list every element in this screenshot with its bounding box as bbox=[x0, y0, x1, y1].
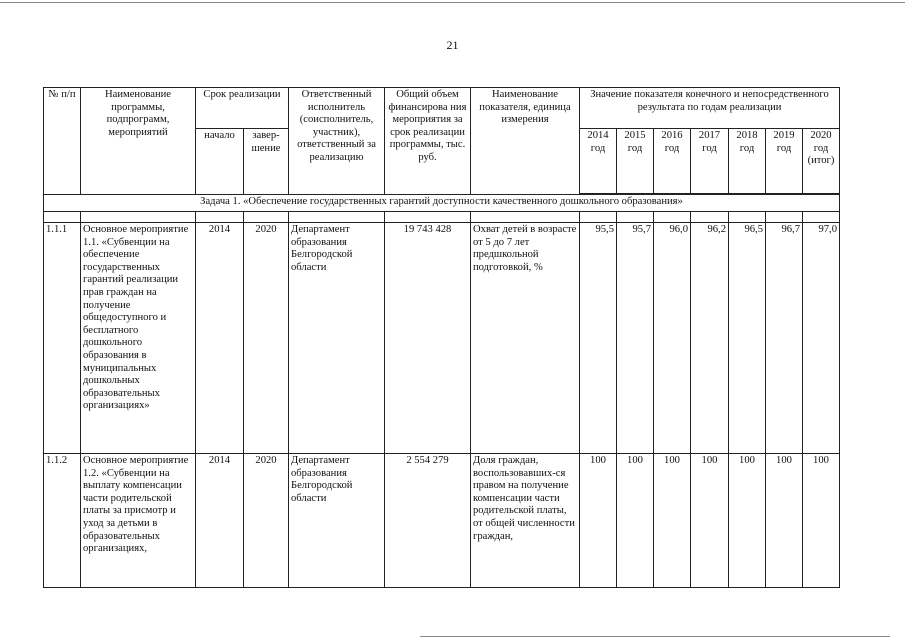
header-start: начало bbox=[196, 129, 244, 195]
row-value-2015: 100 bbox=[617, 454, 654, 588]
row-responsible: Департамент образования Белгородской области bbox=[289, 223, 385, 454]
header-financing: Общий объем финансирова ния мероприятия за срок реализации программы, тыс. руб. bbox=[385, 88, 471, 195]
row-indicator: Доля граждан, воспользовавших-ся правом на получение компенсации части родительской платы, от общей численности граждан, bbox=[471, 454, 580, 588]
spacer-row bbox=[44, 212, 840, 223]
row-num: 1.1.1 bbox=[44, 223, 81, 454]
header-year-2015: 2015 год bbox=[617, 129, 654, 194]
header-year-2018: 2018 год bbox=[729, 129, 766, 194]
row-value-2019: 100 bbox=[766, 454, 803, 588]
row-value-2017: 96,2 bbox=[691, 223, 729, 454]
row-value-2014: 100 bbox=[580, 454, 617, 588]
row-end: 2020 bbox=[244, 223, 289, 454]
spacer-cell bbox=[691, 212, 729, 223]
row-num: 1.1.2 bbox=[44, 454, 81, 588]
scan-artifact-bottom bbox=[420, 636, 890, 637]
table-row bbox=[44, 454, 840, 588]
spacer-cell bbox=[244, 212, 289, 223]
spacer-cell bbox=[385, 212, 471, 223]
page-number: 21 bbox=[446, 38, 459, 52]
scan-artifact-top bbox=[0, 2, 905, 3]
header-year-2016: 2016 год bbox=[654, 129, 691, 194]
row-value-2016: 100 bbox=[654, 454, 691, 588]
header-values: Значение показателя конечного и непосредственного результата по годам реализации bbox=[580, 88, 840, 129]
row-value-2020: 97,0 bbox=[803, 223, 840, 454]
spacer-cell bbox=[196, 212, 244, 223]
row-responsible: Департамент образования Белгородской области bbox=[289, 454, 385, 588]
header-year-2020: 2020 год (итог) bbox=[803, 129, 840, 194]
header-end: завер-шение bbox=[244, 129, 289, 195]
row-value-2016: 96,0 bbox=[654, 223, 691, 454]
header-period: Срок реализации bbox=[196, 88, 289, 129]
table-row bbox=[44, 223, 840, 454]
row-value-2017: 100 bbox=[691, 454, 729, 588]
row-value-2018: 96,5 bbox=[729, 223, 766, 454]
row-value-2020: 100 bbox=[803, 454, 840, 588]
row-name: Основное мероприятие 1.2. «Субвенции на выплату компенсации части родительской платы за присмотр и уход за детьми в образовательных организациях, bbox=[81, 454, 196, 588]
row-value-2018: 100 bbox=[729, 454, 766, 588]
header-name: Наименование программы, подпрограмм, мероприятий bbox=[81, 88, 196, 195]
header-responsible: Ответственный исполнитель (соисполнитель, участник), ответственный за реализацию bbox=[289, 88, 385, 195]
spacer-cell bbox=[729, 212, 766, 223]
header-row-1 bbox=[44, 88, 840, 129]
row-end: 2020 bbox=[244, 454, 289, 588]
row-financing: 19 743 428 bbox=[385, 223, 471, 454]
spacer-cell bbox=[580, 212, 617, 223]
header-indicator: Наименование показателя, единица измерения bbox=[471, 88, 580, 195]
spacer-cell bbox=[44, 212, 81, 223]
spacer-cell bbox=[803, 212, 840, 223]
row-start: 2014 bbox=[196, 223, 244, 454]
task-title: Задача 1. «Обеспечение государственных гарантий доступности качественного дошкольного образования» bbox=[44, 195, 840, 212]
row-value-2019: 96,7 bbox=[766, 223, 803, 454]
header-year-2017: 2017 год bbox=[691, 129, 729, 194]
row-financing: 2 554 279 bbox=[385, 454, 471, 588]
row-start: 2014 bbox=[196, 454, 244, 588]
row-indicator: Охват детей в возрасте от 5 до 7 лет предшкольной подготовкой, % bbox=[471, 223, 580, 454]
spacer-cell bbox=[81, 212, 196, 223]
spacer-cell bbox=[471, 212, 580, 223]
header-year-2014: 2014 год bbox=[580, 129, 617, 194]
spacer-cell bbox=[289, 212, 385, 223]
program-table bbox=[43, 87, 840, 588]
header-year-2019: 2019 год bbox=[766, 129, 803, 194]
spacer-cell bbox=[654, 212, 691, 223]
spacer-cell bbox=[617, 212, 654, 223]
header-num: № п/п bbox=[44, 88, 81, 195]
row-name: Основное мероприятие 1.1. «Субвенции на обеспечение государственных гарантий реализации прав граждан на получение общедоступного и бесплатного дошкольного образования в муниципальных дошкольных образовательных организациях» bbox=[81, 223, 196, 454]
task-row bbox=[44, 195, 840, 212]
row-value-2015: 95,7 bbox=[617, 223, 654, 454]
row-value-2014: 95,5 bbox=[580, 223, 617, 454]
spacer-cell bbox=[766, 212, 803, 223]
